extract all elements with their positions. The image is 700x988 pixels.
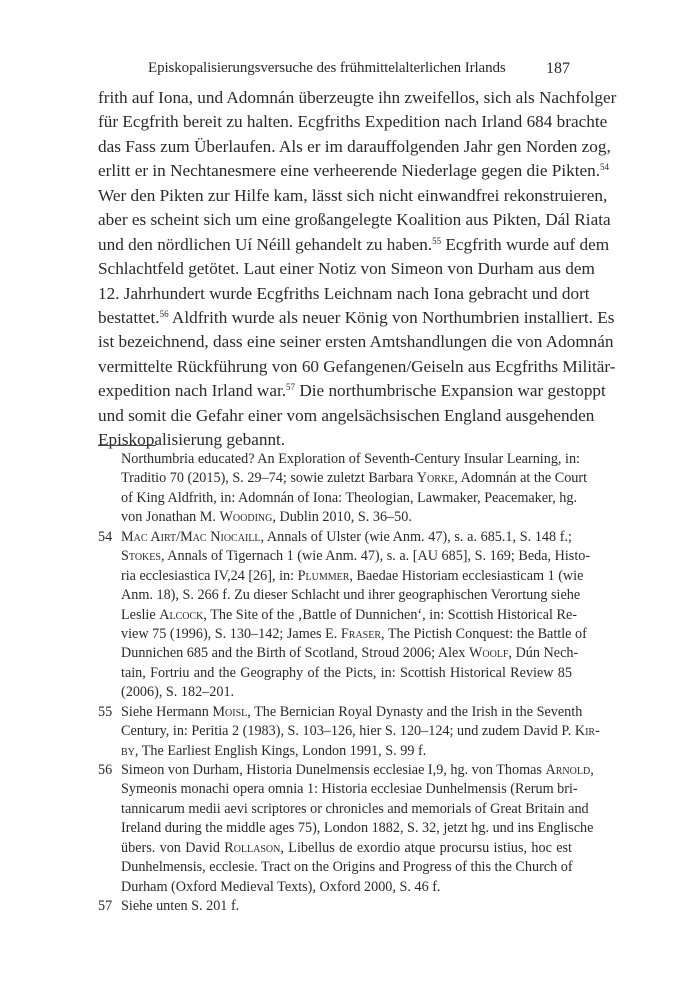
text-span: Traditio 70 (2015), S. 29–74; sowie zuletzt Barbara	[121, 470, 417, 487]
author-name: Moisl	[212, 703, 248, 720]
text-line	[98, 330, 614, 354]
text-span: , Annals of Tigernach 1 (wie Anm. 47), s. a. [AU 685], S. 169; Beda, Histo-	[160, 548, 591, 565]
footnote-text	[121, 761, 594, 780]
author-name: Fraser	[340, 625, 382, 642]
footnote-ref-55[interactable]: 55	[432, 235, 442, 246]
footnote-54	[98, 586, 581, 605]
text-line	[98, 184, 608, 208]
footnote-text	[121, 722, 600, 741]
footnote-text	[121, 839, 572, 858]
footnote-text	[121, 606, 578, 625]
text-line	[98, 159, 610, 183]
footnote-text: Durham (Oxford Medieval Texts), Oxford 2000, S. 46 f.	[121, 878, 441, 895]
author-name: Wooding	[219, 509, 273, 526]
text-span: für Ecgfrith bereit zu halten. Ecgfriths Expedition nach Irland 684 brachte	[98, 112, 608, 132]
footnote-56	[98, 780, 578, 799]
text-span: bestattet.	[98, 307, 160, 327]
footnote-text: (2006), S. 182–201.	[121, 684, 235, 701]
text-span: Aldfrith wurde als neuer König von Northumbrien installiert. Es	[168, 307, 615, 327]
text-span: ist bezeichnend, dass eine seiner ersten Amtshandlungen die von Adomnán	[98, 332, 614, 352]
text-span: Simeon von Durham, Historia Dunelmensis ecclesiae I,9, hg. von Thomas	[121, 762, 546, 778]
text-line	[98, 257, 595, 281]
text-line	[98, 379, 606, 403]
text-span: frith auf Iona, und Adomnán überzeugte ihn zweifellos, sich als Nachfolger	[98, 88, 617, 107]
footnote-ref-54[interactable]: 54	[600, 162, 610, 173]
footnote-54	[98, 644, 579, 663]
footnote-56	[98, 819, 594, 838]
text-line	[98, 110, 608, 134]
text-span: und den nördlichen Uí Néill gehandelt zu haben.	[98, 234, 433, 254]
text-span: Leslie	[121, 606, 160, 623]
text-line	[98, 135, 611, 159]
footnote-ref-57[interactable]: 57	[286, 382, 296, 393]
text-span: , The Earliest English Kings, London 1991, S. 99 f.	[134, 742, 427, 759]
footnote-56	[98, 839, 572, 858]
footnote-continued	[98, 489, 578, 508]
footnote-number: 55	[98, 703, 113, 720]
footnote-text: Symeonis monachi opera omnia 1: Historia ecclesiae Dunhelmensis (Rerum bri-	[121, 781, 578, 798]
footnote-ref-56[interactable]: 56	[159, 308, 169, 319]
footnote-number: 56	[98, 762, 113, 778]
text-line	[98, 282, 590, 306]
footnote-number: 54	[98, 528, 113, 545]
text-span: , Libellus de exordio atque procursu istius, hoc est	[280, 839, 572, 856]
text-line	[98, 428, 572, 452]
footnote-55	[98, 722, 600, 741]
author-name: Woolf	[468, 645, 509, 662]
footnote-text: Ireland during the middle ages 75), London 1882, S. 32, jetzt hg. und ins Englische	[121, 820, 594, 837]
footnote-text	[121, 469, 588, 488]
text-span: , The Bernician Royal Dynasty and the Irish in the Seventh	[247, 703, 583, 720]
text-span: aber es scheint sich um eine großangelegte Koalition aus Pikten, Dál Riata	[98, 210, 611, 230]
text-span: , The Site of the ‚Battle of Dunnichen‘, in: Scottish Historical Re-	[203, 606, 578, 623]
text-span: übers. von David	[121, 839, 225, 856]
footnote-text	[121, 625, 587, 644]
footnote-54	[98, 625, 587, 644]
footnote-55	[98, 742, 572, 761]
text-line	[98, 233, 610, 257]
footnote-separator	[98, 445, 156, 446]
text-span: , Baedae Historiam ecclesiasticam 1 (wie	[349, 567, 584, 584]
author-name: Alcock	[159, 606, 204, 623]
text-span: Wer den Pikten zur Hilfe kam, lässt sich nicht einwandfrei rekonstruieren,	[98, 185, 608, 205]
text-span: das Fass zum Überlaufen. Als er im darauffolgenden Jahr gen Norden zog,	[98, 136, 611, 156]
text-span: und somit die Gefahr einer vom angelsächsischen England ausgehenden	[98, 405, 595, 425]
text-span: 12. Jahrhundert wurde Ecgfriths Leichnam nach Iona gebracht und dort	[98, 283, 590, 303]
footnote-text: Siehe unten S. 201 f.	[121, 898, 240, 915]
text-span: , Dún Nech-	[508, 645, 579, 662]
author-name: Mac Airt	[121, 528, 177, 545]
text-line	[98, 208, 611, 232]
text-line	[98, 404, 595, 428]
footnote-54	[98, 528, 572, 547]
author-name: Yorke	[416, 470, 455, 487]
text-span: Die northumbrische Expansion war gestoppt	[295, 381, 606, 401]
text-span: Episkopalisierung gebannt.	[98, 430, 286, 450]
footnote-text	[121, 644, 579, 663]
footnote-text: Northumbria educated? An Exploration of Seventh-Century Insular Learning, in:	[121, 451, 580, 467]
footnote-text	[121, 547, 591, 566]
text-span: Ecgfrith wurde auf dem	[441, 234, 610, 254]
footnote-text: tannicarum medii aevi scriptores or chronicles and memorials of Great Britain and	[121, 800, 589, 817]
text-span: erlitt er in Nechtanesmere eine verheerende Niederlage gegen die Pikten.	[98, 161, 601, 181]
footnote-continued	[98, 469, 588, 488]
text-line	[98, 306, 615, 330]
text-line	[98, 355, 616, 379]
text-span: , Annals of Ulster (wie Anm. 47), s. a. 685.1, S. 148 f.;	[260, 528, 572, 545]
footnote-text: of King Aldfrith, in: Adomnán of Iona: Theologian, Lawmaker, Peacemaker, hg.	[121, 489, 578, 506]
running-title: Episkopalisierungsversuche des frühmittelalterlichen Irlands	[148, 60, 506, 76]
text-span: , Dublin 2010, S. 36–50.	[272, 509, 412, 526]
author-name: Rollason	[224, 839, 281, 856]
footnote-text: Anm. 18), S. 266 f. Zu dieser Schlacht und ihrer geographischen Verortung siehe	[121, 587, 581, 604]
text-span: expedition nach Irland war.	[98, 381, 287, 401]
text-span: vermittelte Rückführung von 60 Gefangenen/Geiseln aus Ecgfriths Militär-	[98, 356, 616, 376]
footnote-56	[98, 858, 572, 877]
text-span: Dunnichen 685 and the Birth of Scotland, Stroud 2006; Alex	[121, 645, 469, 662]
footnote-number: 57	[98, 898, 113, 915]
author-name: Arnold	[545, 762, 591, 778]
footnote-text: tain, Fortriu and the Geography of the Picts, in: Scottish Historical Review 85	[121, 664, 572, 681]
text-span: /	[176, 528, 181, 545]
text-span: ,	[590, 762, 594, 778]
text-span: view 75 (1996), S. 130–142; James E.	[121, 625, 341, 642]
footnote-56	[98, 800, 589, 819]
author-name: Mac Niocaill	[180, 528, 261, 545]
footnote-text	[121, 508, 572, 527]
running-header	[98, 60, 572, 82]
footnote-continued	[98, 508, 572, 527]
author-name: by	[121, 742, 135, 759]
footnote-56	[98, 878, 572, 897]
footnote-text	[121, 528, 572, 547]
footnote-54	[98, 606, 578, 625]
text-span: ria ecclesiastica IV,24 [26], in:	[121, 567, 298, 584]
footnote-text	[121, 703, 583, 722]
page-number: 187	[546, 60, 570, 77]
footnote-text: Dunhelmensis, ecclesie. Tract on the Origins and Progress of this the Church of	[121, 859, 573, 876]
footnote-54	[98, 664, 572, 683]
footnote-continued	[98, 450, 580, 469]
text-span: , Adomnán at the Court	[454, 470, 588, 487]
text-span: von Jonathan M.	[121, 509, 220, 526]
main-text	[98, 86, 617, 453]
text-line	[98, 86, 617, 110]
footnote-56	[98, 761, 594, 780]
footnote-55	[98, 703, 583, 722]
text-span: , The Pictish Conquest: the Battle of	[381, 625, 587, 642]
author-name: Kir-	[574, 723, 600, 740]
footnote-57	[98, 897, 572, 916]
footnote-54	[98, 567, 584, 586]
footnote-54	[98, 547, 591, 566]
text-span: Siehe Hermann	[121, 703, 213, 720]
footnotes	[98, 450, 600, 917]
author-name: Stokes	[121, 548, 161, 565]
footnote-54	[98, 683, 572, 702]
text-span: Century, in: Peritia 2 (1983), S. 103–126, hier S. 120–124; und zudem David P.	[121, 723, 575, 740]
author-name: Plummer	[297, 567, 350, 584]
text-span: Schlachtfeld getötet. Laut einer Notiz von Simeon von Durham aus dem	[98, 259, 595, 279]
footnote-text	[121, 567, 584, 586]
footnote-text	[121, 742, 572, 761]
